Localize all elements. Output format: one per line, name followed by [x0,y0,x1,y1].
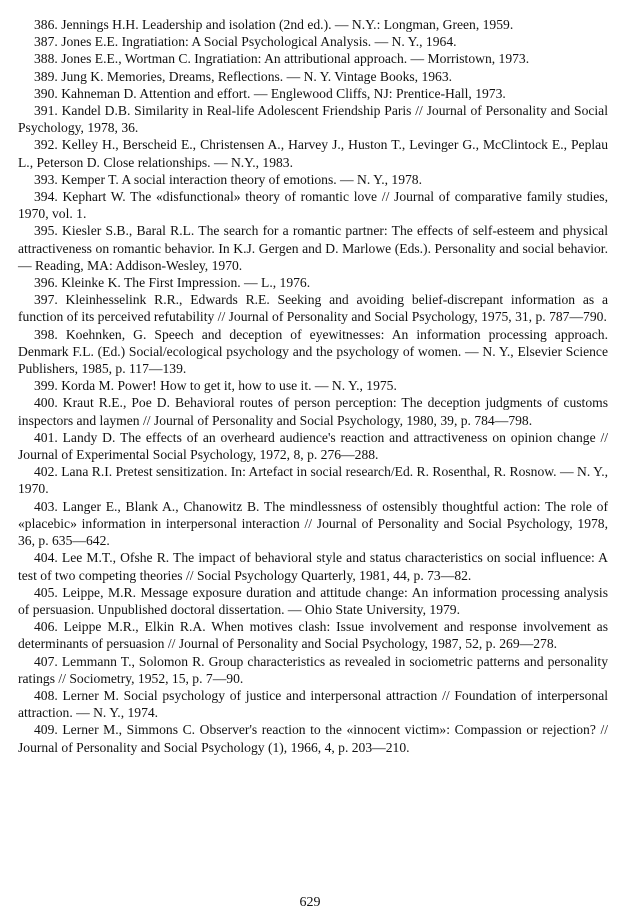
reference-entry-392: 392. Kelley H., Berscheid E., Christensen A., Harvey J., Huston T., Levinger G., McClintock E., Peplau L., Peterson D. Close relationships. — N.Y., 1983. [18,137,608,170]
reference-entry-398: 398. Koehnken, G. Speech and deception of eyewitnesses: An information processing approach. Denmark F.L. (Ed.) Social/ecological psychology and the psychology of women. — N. Y., Elsevier Science Publishers, 1985, p. 117—139. [18,326,608,377]
reference-entry-400: 400. Kraut R.E., Poe D. Behavioral routes of person perception: The deception judgments of customs inspectors and laymen // Journal of Personality and Social Psychology, 1980, 39, p. 784—798. [18,395,608,428]
reference-entry-395: 395. Kiesler S.B., Baral R.L. The search for a romantic partner: The effects of self-esteem and physical attractiveness on romantic behavior. In K.J. Gergen and D. Marlowe (Eds.). Personality and social behavior. — Reading, MA: Addison-Wesley, 1970. [18,223,608,273]
reference-entry-387: 387. Jones E.E. Ingratiation: A Social Psychological Analysis. — N. Y., 1964. [34,34,457,50]
reference-entry-403: 403. Langer E., Blank A., Chanowitz B. The mindlessness of ostensibly thoughtful action: The role of «placebic» information in interpersonal interaction // Journal of Personality and Social Psychology, 1978, 36, p. 635—642. [18,498,608,549]
reference-entry-393: 393. Kemper T. A social interaction theory of emotions. — N. Y., 1978. [34,171,422,187]
reference-entry-390: 390. Kahneman D. Attention and effort. — Englewood Cliffs, NJ: Prentice-Hall, 1973. [34,85,506,101]
reference-entry-408: 408. Lerner M. Social psychology of justice and interpersonal attraction // Foundation of interpersonal attraction. — N. Y., 1974. [18,687,608,721]
reference-entry-396: 396. Kleinke K. The First Impression. — L., 1976. [34,275,311,291]
reference-entry-402: 402. Lana R.I. Pretest sensitization. In: Artefact in social research/Ed. R. Rosenthal, R. Rosnow. — N. Y., 1970. [18,464,608,497]
page-number: 629 [299,895,321,910]
reference-entry-405: 405. Leippe, M.R. Message exposure duration and attitude change: An information processing analysis of persuasion. Unpublished doctoral dissertation. — Ohio State University, 1979. [18,584,608,617]
reference-entry-388: 388. Jones E.E., Wortman C. Ingratiation: An attributional approach. — Morristown, 1973. [34,51,530,67]
reference-entry-394: 394. Kephart W. The «disfunctional» theory of romantic love // Journal of comparative family studies, 1970, vol. 1. [18,189,608,222]
reference-entry-399: 399. Korda M. Power! How to get it, how to use it. — N. Y., 1975. [34,378,397,394]
reference-entry-407: 407. Lemmann T., Solomon R. Group characteristics as revealed in sociometric patterns and personality ratings // Sociometry, 1952, 15, p. 7—90. [18,653,608,686]
bibliography-page [18,16,608,756]
reference-entry-386: 386. Jennings H.H. Leadership and isolation (2nd ed.). — N.Y.: Longman, Green, 1959. [34,17,514,32]
reference-entry-401: 401. Landy D. The effects of an overheard audience's reaction and attractiveness on opinion change // Journal of Experimental Social Psychology, 1972, 8, p. 276—288. [18,429,608,463]
reference-entry-404: 404. Lee M.T., Ofshe R. The impact of behavioral style and status characteristics on social influence: A test of two competing theories // Social Psychology Quarterly, 1981, 44, p. 73—82. [18,550,608,583]
reference-entry-409: 409. Lerner M., Simmons C. Observer's reaction to the «innocent victim»: Compassion or rejection? // Journal of Personality and Social Psychology (1), 1966, 4, p. 203—210. [18,722,608,755]
reference-entry-397: 397. Kleinhesselink R.R., Edwards R.E. Seeking and avoiding belief-discrepant information as a function of its perceived refutability // Journal of Personality and Social Psychology, 1975, 31, p. 787—790. [18,292,608,325]
reference-entry-389: 389. Jung K. Memories, Dreams, Reflections. — N. Y. Vintage Books, 1963. [34,68,453,84]
reference-entry-391: 391. Kandel D.B. Similarity in Real-life Adolescent Friendship Paris // Journal of Personality and Social Psychology, 1978, 36. [18,103,608,136]
reference-entry-406: 406. Leippe M.R., Elkin R.A. When motives clash: Issue involvement and response involvement as determinants of persuasion // Journal of Personality and Social Psychology, 1987, 52, p. 269—278. [18,619,608,652]
